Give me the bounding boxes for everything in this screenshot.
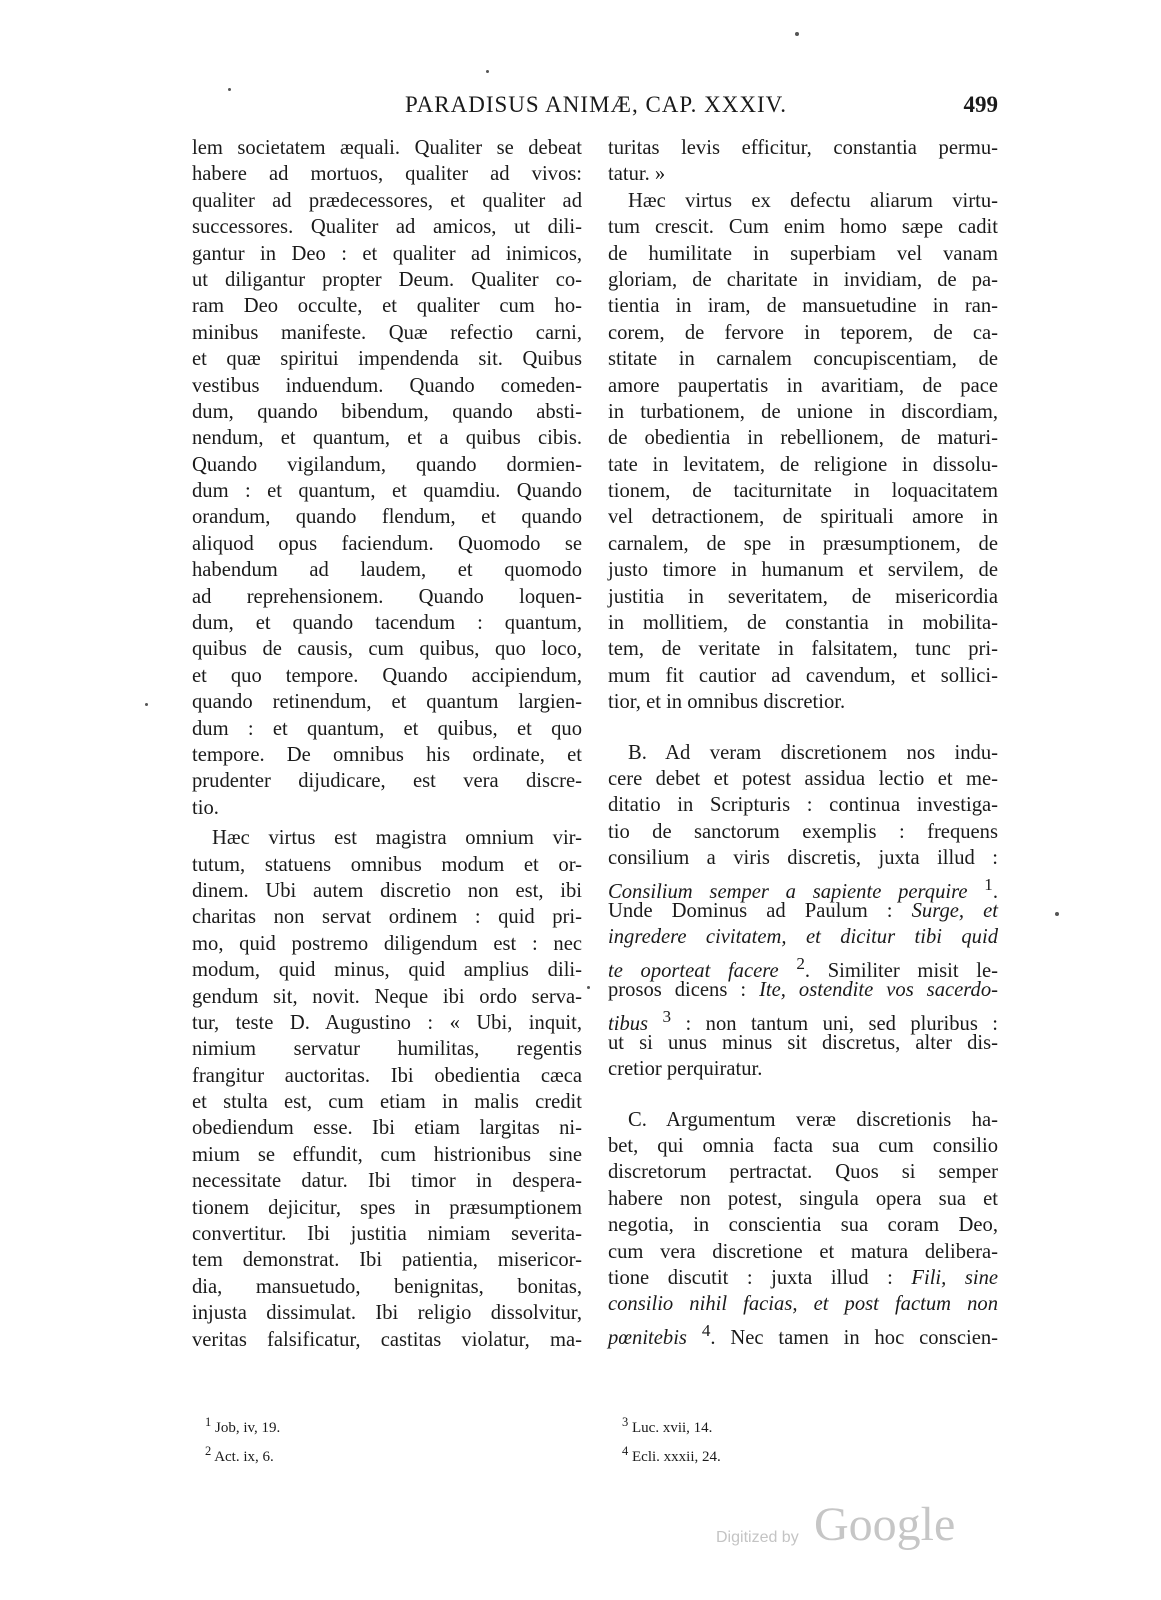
text-span: . Similiter misit le- xyxy=(804,959,998,982)
google-logo: Google xyxy=(814,1498,956,1551)
text-line: de obedientia in rebellionem, de maturi- xyxy=(608,427,998,450)
text-line: Quando vigilandum, quando dormien- xyxy=(192,453,582,476)
text-line: ditatio in Scripturis : continua investiga- xyxy=(608,794,998,817)
text-line: nendum, et quantum, et a quibus cibis. xyxy=(192,427,582,450)
text-line: orandum, quando flendum, et quando xyxy=(192,506,582,529)
text-line: dum, et quando tacendum : quantum, xyxy=(192,612,582,635)
text-line xyxy=(608,1004,998,1035)
text-line: habere non potest, singula opera sua et xyxy=(608,1187,998,1210)
text-line xyxy=(608,1291,998,1317)
text-line: necessitate datur. Ibi timor in despera- xyxy=(192,1170,582,1193)
text-line: Hæc virtus est magistra omnium vir- xyxy=(212,827,582,850)
text-line xyxy=(608,951,998,982)
text-line: quando retinendum, et quantum largien- xyxy=(192,691,582,714)
text-line: et quo tempore. Quando accipiendum, xyxy=(192,664,582,687)
text-line: nimium servatur humilitas, regentis xyxy=(192,1038,582,1061)
text-line: consilium a viris discretis, juxta illud : xyxy=(608,847,998,870)
footnote xyxy=(622,1440,721,1469)
text-line: tio. xyxy=(192,796,219,819)
text-line: gloriam, de charitate in invidiam, de pa- xyxy=(608,268,998,291)
footnote-number: 1 xyxy=(205,1415,212,1429)
text-line: dum : et quantum, et quibus, et quo xyxy=(192,717,582,740)
digitized-watermark xyxy=(716,1497,956,1557)
text-line: de humilitate in superbiam vel vanam xyxy=(608,242,998,265)
footnote-text: Act. ix, 6. xyxy=(214,1449,274,1465)
print-speck xyxy=(795,32,799,36)
text-line: negotia, in conscientia sua coram Deo, xyxy=(608,1214,998,1237)
text-line: tate in levitatem, de religione in dissolu- xyxy=(608,453,998,476)
italic-quote: consilio nihil facias, et post factum non xyxy=(608,1293,998,1316)
text-line: charitas non servat ordinem : quid pri- xyxy=(192,906,582,929)
text-line: ut si unus minus sit discretus, alter dis- xyxy=(608,1031,998,1054)
text-line: corem, de fervore in teporem, de ca- xyxy=(608,321,998,344)
print-speck xyxy=(1055,912,1059,916)
text-line: in mollitiem, de constantia in mobilita- xyxy=(608,612,998,635)
text-line: gendum sit, novit. Neque ibi ordo serva- xyxy=(192,985,582,1008)
text-line: minibus manifeste. Quæ refectio carni, xyxy=(192,321,582,344)
italic-quote: ingredere civitatem, et dicitur tibi quid xyxy=(608,926,998,949)
text-line: vestibus induendum. Quando comeden- xyxy=(192,374,582,397)
text-line: ut diligantur propter Deum. Qualiter co- xyxy=(192,268,582,291)
text-line: tutum, statuens omnibus modum et or- xyxy=(192,853,582,876)
text-line: tientia in iram, de mansuetudine in ran- xyxy=(608,295,998,318)
paragraph-continuation xyxy=(608,135,998,188)
footnote-ref: 4 xyxy=(701,1320,711,1340)
text-line: mo, quid postremo diligendum est : nec xyxy=(192,932,582,955)
text-line: justo timore in humanum et servilem, de xyxy=(608,559,998,582)
footnote-ref: 2 xyxy=(796,953,805,973)
right-column xyxy=(608,135,999,1349)
footnote xyxy=(205,1440,280,1469)
text-line: cere debet et potest assidua lectio et me- xyxy=(608,767,998,790)
text-line: vel detractionem, de spirituali amore in xyxy=(608,506,998,529)
text-line: veritas falsificatur, castitas violatur, ma- xyxy=(192,1328,582,1351)
text-line: tatur. » xyxy=(608,163,666,186)
footnote-text: Ecli. xxxii, 24. xyxy=(632,1449,721,1465)
italic-quote: Consilium semper a sapiente perquire xyxy=(608,880,968,903)
text-line: lem societatem æquali. Qualiter se debeat xyxy=(192,137,582,159)
text-line: successores. Qualiter ad amicos, ut dili- xyxy=(192,216,582,239)
text-line: ad reprehensionem. Quando loquen- xyxy=(192,585,582,608)
text-line: turitas levis efficitur, constantia permu- xyxy=(608,137,998,159)
text-line: Hæc virtus ex defectu aliarum virtu- xyxy=(628,189,998,212)
text-line: mum fit cautior ad cavendum, et sollici- xyxy=(608,664,998,687)
digitized-by-label: Digitized by xyxy=(716,1529,799,1546)
text-line: tur, teste D. Augustino : « Ubi, inquit, xyxy=(192,1011,582,1034)
text-line: stitate in carnalem concupiscentiam, de xyxy=(608,348,998,371)
text-line xyxy=(608,898,998,924)
left-column xyxy=(192,135,582,1353)
paragraph-virtue xyxy=(608,188,998,716)
text-line: Consilium semper a sapiente perquire $^1$. xyxy=(608,874,998,903)
text-span: : non tantum uni, sed pluribus : xyxy=(671,1012,998,1035)
text-line: tio de sanctorum exemplis : frequens xyxy=(608,820,998,843)
print-speck xyxy=(145,703,148,706)
text-line: tem, de veritate in falsitatem, tunc pri- xyxy=(608,638,998,661)
footnote xyxy=(622,1411,721,1440)
text-line: cretior perquiratur. xyxy=(608,1058,763,1081)
text-line: B. Ad veram discretionem nos indu- xyxy=(628,741,998,764)
footnote-text: Luc. xvii, 14. xyxy=(632,1420,713,1436)
text-line: bet, qui omnia facta sua cum consilio xyxy=(608,1135,998,1158)
italic-quote: Surge, et xyxy=(911,899,998,922)
text-line xyxy=(608,1265,998,1291)
text-line: dum : et quantum, et quamdiu. Quando xyxy=(192,480,582,503)
italic-quote: te oporteat facere xyxy=(608,959,779,982)
text-line: dinem. Ubi autem discretio non est, ibi xyxy=(192,879,582,902)
text-line: dum, quando bibendum, quando absti- xyxy=(192,400,582,423)
footnote-ref: 1 xyxy=(984,874,993,894)
text-span: tione discutit : juxta illud : xyxy=(608,1267,893,1290)
print-speck xyxy=(486,70,489,73)
page-number: 499 xyxy=(963,92,998,117)
paragraph-c xyxy=(608,1107,999,1349)
paragraph-b xyxy=(608,740,998,1083)
text-line: tionem, de taciturnitate in loquacitatem xyxy=(608,480,998,503)
text-line: habendum ad laudem, et quomodo xyxy=(192,559,582,582)
footnotes-right xyxy=(622,1411,721,1469)
text-line: prudenter dijudicare, est vera discre- xyxy=(192,770,582,793)
footnote-number: 4 xyxy=(622,1444,629,1458)
italic-quote: Fili, sine xyxy=(911,1267,999,1290)
text-line: convertitur. Ibi justitia nimiam severita- xyxy=(192,1223,582,1246)
text-span: Unde Dominus ad Paulum : xyxy=(608,899,893,922)
text-line: tior, et in omnibus discretior. xyxy=(608,691,846,714)
text-line: tempore. De omnibus his ordinate, et xyxy=(192,743,582,766)
text-line: tem demonstrat. Ibi patientia, misericor- xyxy=(192,1249,582,1272)
text-line: ram Deo occulte, et qualiter cum ho- xyxy=(192,295,582,318)
running-title: PARADISUS ANIMÆ, CAP. XXXIV. xyxy=(405,92,788,117)
text-line: frangitur auctoritas. Ibi obedientia cæca xyxy=(192,1064,582,1087)
text-line: habere ad mortuos, qualiter ad vivos: xyxy=(192,163,582,186)
footnote-text: Job, iv, 19. xyxy=(215,1420,281,1436)
text-line: cum vera discretione et matura delibera- xyxy=(608,1240,998,1263)
text-line: modum, quid minus, quid amplius dili- xyxy=(192,959,582,982)
text-line: dia, mansuetudo, benignitas, bonitas, xyxy=(192,1275,582,1298)
text-line: obediendum esse. Ibi etiam largitas ni- xyxy=(192,1117,582,1140)
page-header xyxy=(190,92,1010,132)
italic-quote: tibus xyxy=(608,1012,649,1035)
footnote-number: 3 xyxy=(622,1415,629,1429)
text-line: qualiter ad prædecessores, et qualiter ad xyxy=(192,189,582,212)
footnote-number: 2 xyxy=(205,1444,212,1458)
text-line: carnalem, de spe in præsumptionem, de xyxy=(608,532,998,555)
text-span: . Nec tamen in hoc conscien- xyxy=(710,1326,998,1349)
text-line: justitia in severitatem, de misericordia xyxy=(608,585,998,608)
text-line: injusta dissimulat. Ibi religio dissolvitur, xyxy=(192,1302,582,1325)
text-line xyxy=(608,1318,998,1349)
text-span: prosos dicens : xyxy=(608,979,747,1002)
text-line: gantur in Deo : et qualiter ad inimicos, xyxy=(192,242,582,265)
text-line: quibus de causis, cum quibus, quo loco, xyxy=(192,638,582,661)
text-line: discretorum pertractat. Quos si semper xyxy=(608,1161,998,1184)
footnote xyxy=(205,1411,280,1440)
footnotes-left xyxy=(205,1411,280,1469)
print-speck xyxy=(587,986,590,989)
italic-quote: Ite, ostendite vos sacerdo- xyxy=(759,979,998,1002)
text-line: in turbationem, de unione in discordiam, xyxy=(608,400,998,423)
text-line: et quæ spiritui impendenda sit. Quibus xyxy=(192,348,582,371)
print-speck xyxy=(228,88,231,91)
text-line: aliquod opus faciendum. Quomodo se xyxy=(192,532,582,555)
text-line: amore paupertatis in avaritiam, de pace xyxy=(608,374,998,397)
italic-quote: pœnitebis xyxy=(608,1326,687,1349)
footnote-ref: 3 xyxy=(662,1006,672,1026)
text-line: tionem dejicitur, spes in præsumptionem xyxy=(192,1196,582,1219)
text-line: C. Argumentum veræ discretionis ha- xyxy=(628,1108,998,1131)
text-line xyxy=(608,924,998,950)
text-line: mium se effundit, cum histrionibus sine xyxy=(192,1143,582,1166)
text-line: tum crescit. Cum enim homo sæpe cadit xyxy=(608,216,998,239)
text-line xyxy=(608,977,998,1003)
text-line: et stulta est, cum etiam in malis credit xyxy=(192,1091,582,1114)
